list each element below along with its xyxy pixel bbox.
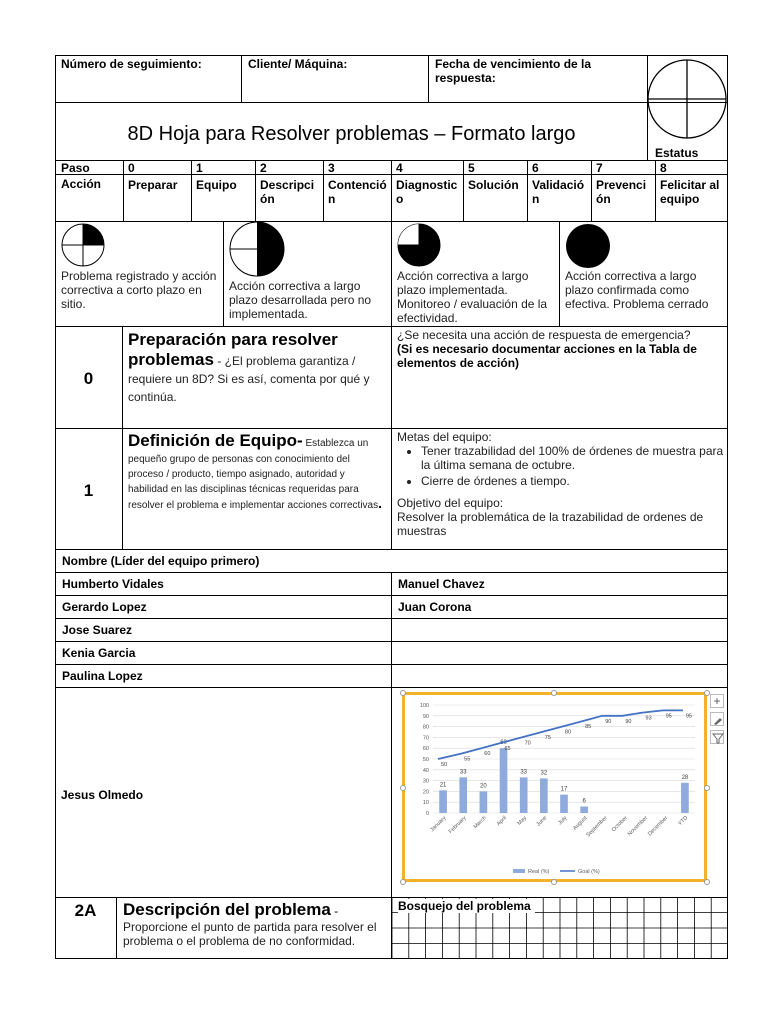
- team-member-name: Gerardo Lopez: [62, 600, 147, 614]
- title-cell: [55, 102, 648, 161]
- legend-text-2: Acción correctiva a largo plazo desarrollada pero no implementada.: [229, 279, 372, 321]
- half-status-icon: [229, 221, 287, 279]
- x-tick-label: August: [572, 815, 589, 832]
- objective-text: Resolver la problemática de la trazabilidad de ordenes de muestras: [397, 510, 704, 538]
- section-1-desc-cell: [123, 428, 392, 550]
- step-name: Descripción: [260, 178, 315, 206]
- line-data-label: 70: [524, 740, 531, 747]
- team-member-cell[interactable]: [55, 618, 392, 642]
- line-data-label: 95: [665, 713, 672, 720]
- bar: [681, 783, 689, 813]
- due-date-cell[interactable]: [429, 55, 648, 103]
- step-name: Preparar: [128, 178, 178, 192]
- bar-data-label: 28: [681, 774, 689, 781]
- step-name: Equipo: [196, 178, 237, 192]
- step-number: 2: [260, 161, 267, 175]
- page-title: 8D Hoja para Resolver problemas – Formato largo: [127, 123, 576, 145]
- plus-icon[interactable]: +: [710, 694, 724, 708]
- section-1-num: 1: [83, 481, 94, 500]
- legend-divider-1: [223, 221, 224, 327]
- team-member-name: Jose Suarez: [62, 623, 133, 637]
- y-tick-label: 30: [422, 778, 429, 785]
- bar: [459, 777, 467, 813]
- line-data-label: 93: [645, 715, 652, 722]
- section-2a-title: Descripción del problema: [123, 900, 331, 919]
- client-cell[interactable]: [242, 55, 429, 103]
- bar-data-label: 6: [582, 798, 586, 805]
- y-tick-label: 0: [425, 811, 429, 817]
- line-data-label: 55: [464, 756, 471, 763]
- section-2a-desc-cell: [117, 897, 392, 959]
- step-number: 7: [596, 161, 603, 175]
- step-name: Validación: [532, 178, 585, 206]
- goal-item: • Tener trazabilidad del 100% de órdenes de muestra para la última semana de octubre.: [421, 444, 725, 472]
- line-data-label: 60: [484, 751, 491, 758]
- team-member-cell[interactable]: [55, 687, 392, 898]
- section-2a-num-cell: [55, 897, 117, 959]
- line-data-label: 90: [605, 718, 612, 725]
- x-tick-label: September: [585, 815, 609, 839]
- y-tick-label: 80: [422, 724, 429, 731]
- bar-data-label: 21: [439, 782, 447, 789]
- team-header-row: [55, 549, 728, 573]
- legend-divider-3: [559, 221, 560, 327]
- step-column[interactable]: [527, 160, 591, 222]
- step-number: 0: [128, 161, 135, 175]
- bar-data-label: 20: [480, 783, 487, 790]
- sketch-label: Bosquejo del problema: [398, 899, 535, 913]
- team-member-name: [392, 642, 727, 650]
- legend-label: Real (%): [528, 869, 550, 875]
- objective-label: Objetivo del equipo:: [397, 496, 504, 510]
- bar-data-label: 32: [540, 770, 548, 777]
- step-number: 1: [196, 161, 203, 175]
- section-1-period: .: [378, 495, 382, 511]
- team-member-cell[interactable]: [391, 664, 728, 688]
- sketch-area[interactable]: [392, 897, 728, 959]
- y-tick-label: 50: [422, 757, 429, 763]
- bar: [520, 777, 528, 813]
- y-tick-label: 100: [419, 703, 429, 709]
- step-name: Diagnostico: [396, 178, 458, 206]
- bar-data-label: 60: [500, 740, 507, 747]
- section-0-title: Preparación para resolver problemas: [128, 330, 338, 369]
- progress-chart[interactable]: [402, 692, 707, 882]
- step-number: 8: [660, 161, 667, 175]
- section-2a-title-suffix: -: [330, 904, 339, 918]
- line-data-label: 90: [625, 718, 632, 725]
- resize-handle[interactable]: [400, 879, 406, 885]
- full-status-icon: [564, 222, 612, 270]
- section-2a-desc: Proporcione el punto de partida para resolver el problema o el problema de no conformidad.: [123, 920, 377, 948]
- bar: [580, 807, 588, 813]
- bar-data-label: 17: [560, 786, 568, 793]
- legend-label: Goal (%): [578, 869, 600, 875]
- goals-list: [397, 444, 725, 488]
- emergency-question: ¿Se necesita una acción de respuesta de emergencia?: [397, 328, 691, 342]
- client-label: Cliente/ Máquina:: [248, 57, 348, 71]
- status-cell: [647, 55, 728, 161]
- y-tick-label: 60: [422, 746, 429, 753]
- section-0-response-cell[interactable]: [397, 328, 723, 370]
- step-name: Felicitar al equipo: [660, 178, 720, 206]
- section-0-desc-wrap: [123, 326, 391, 410]
- status-label: Estatus: [655, 146, 699, 160]
- brush-icon[interactable]: [710, 712, 724, 726]
- section-1-desc: Establezca un pequeño grupo de personas con conocimiento del proceso / producto, tiempo asignado, autoridad y habilidad en las disciplinas técnicas requeridas para resolver el problema e implementar acciones correctivas: [128, 438, 379, 511]
- goal-item: • Cierre de órdenes a tiempo.: [421, 474, 725, 488]
- section-1-title: Definición de Equipo-: [128, 431, 303, 450]
- team-member-cell[interactable]: [391, 618, 728, 642]
- accion-label: Acción: [61, 177, 102, 191]
- line-data-label: 80: [564, 729, 572, 736]
- team-member-cell[interactable]: [391, 595, 728, 619]
- x-tick-label: June: [535, 815, 549, 828]
- resize-handle[interactable]: [551, 690, 557, 696]
- due-date-label: Fecha de vencimiento de la respuesta:: [435, 57, 592, 85]
- y-tick-label: 40: [422, 767, 429, 774]
- chart-svg: [405, 695, 704, 879]
- x-tick-label: December: [646, 815, 670, 838]
- legend-text-3: Acción correctiva a largo plazo implementada. Monitoreo / evaluación de la efectividad.: [397, 269, 548, 325]
- x-tick-label: November: [626, 815, 650, 838]
- y-tick-label: 70: [422, 735, 429, 742]
- resize-handle[interactable]: [400, 785, 406, 791]
- line-data-label: 50: [440, 762, 448, 768]
- line-data-label: 85: [585, 724, 592, 731]
- line-data-label: 65: [504, 745, 511, 752]
- team-member-name: Kenia Garcia: [62, 646, 136, 660]
- step-column[interactable]: [191, 160, 255, 222]
- team-member-name: Manuel Chavez: [398, 577, 485, 591]
- legend-text-1: Problema registrado y acción correctiva a corto plazo en sitio.: [61, 269, 217, 311]
- section-2a-num: 2A: [74, 901, 97, 920]
- section-2a-desc-wrap: [117, 897, 391, 951]
- team-member-name: Juan Corona: [398, 600, 472, 614]
- y-tick-label: 10: [422, 800, 429, 807]
- tracking-label: Número de seguimiento:: [61, 57, 202, 71]
- step-column[interactable]: [391, 160, 463, 222]
- legend-text-4: Acción correctiva a largo plazo confirmada como efectiva. Problema cerrado: [565, 269, 709, 311]
- resize-handle[interactable]: [704, 879, 710, 885]
- status-target-icon: [647, 55, 728, 149]
- team-member-cell[interactable]: [55, 572, 392, 596]
- team-member-name: Humberto Vidales: [62, 577, 164, 591]
- filter-icon[interactable]: [710, 730, 724, 744]
- section-0-num: 0: [83, 369, 94, 388]
- step-name: Solución: [468, 178, 519, 192]
- three-quarter-status-icon: [396, 222, 444, 270]
- team-member-name: Jesus Olmedo: [61, 788, 144, 802]
- team-member-name: Paulina Lopez: [62, 669, 143, 683]
- section-1-num-cell: [55, 428, 123, 550]
- step-column[interactable]: [255, 160, 323, 222]
- resize-handle[interactable]: [704, 785, 710, 791]
- step-column[interactable]: [591, 160, 655, 222]
- x-tick-label: March: [472, 815, 488, 831]
- bar: [439, 790, 447, 813]
- line-data-label: 95: [685, 713, 692, 720]
- legend-divider-2: [391, 221, 392, 327]
- team-member-cell[interactable]: [391, 641, 728, 665]
- team-member-name: [392, 665, 727, 673]
- x-tick-label: July: [557, 815, 569, 827]
- bar: [540, 778, 548, 813]
- x-tick-label: October: [610, 815, 629, 834]
- x-tick-label: May: [516, 815, 529, 827]
- resize-handle[interactable]: [400, 690, 406, 696]
- tracking-cell[interactable]: [55, 55, 242, 103]
- x-tick-label: April: [495, 815, 508, 828]
- section-0-num-cell: [55, 326, 123, 429]
- emergency-note: (Si es necesario documentar acciones en la Tabla de elementos de acción): [397, 342, 697, 370]
- team-member-name: [392, 619, 727, 627]
- step-column[interactable]: [123, 160, 191, 222]
- y-tick-label: 20: [422, 789, 429, 796]
- team-member-cell[interactable]: [391, 572, 728, 596]
- step-name: Contención: [328, 178, 387, 206]
- step-number: 6: [532, 161, 539, 175]
- step-number: 4: [396, 161, 403, 175]
- quarter-status-icon: [60, 222, 108, 270]
- step-name: Prevención: [596, 178, 647, 206]
- bar-data-label: 33: [520, 769, 528, 776]
- team-header: Nombre (Líder del equipo primero): [62, 554, 260, 568]
- section-1-goals-cell[interactable]: [397, 430, 725, 538]
- section-1-desc-wrap: [123, 428, 391, 515]
- paso-label: Paso: [61, 161, 90, 175]
- goals-label: Metas del equipo:: [397, 430, 492, 444]
- bar: [560, 795, 568, 813]
- step-column[interactable]: [655, 160, 728, 222]
- team-member-cell[interactable]: [55, 641, 392, 665]
- bar: [480, 791, 488, 813]
- section-0-desc: - ¿El problema garantiza / requiere un 8D? Si es así, comenta por qué y continúa.: [128, 354, 370, 404]
- team-member-cell[interactable]: [55, 595, 392, 619]
- step-number: 3: [328, 161, 335, 175]
- x-tick-label: January: [429, 815, 448, 834]
- team-member-cell[interactable]: [55, 664, 392, 688]
- y-tick-label: 90: [422, 713, 429, 720]
- section-0-desc-cell: [123, 326, 392, 429]
- resize-handle[interactable]: [551, 879, 557, 885]
- legend-swatch-bar: [513, 869, 525, 873]
- line-data-label: 75: [544, 735, 551, 741]
- step-column[interactable]: [463, 160, 527, 222]
- bar-data-label: 33: [459, 769, 467, 776]
- step-column[interactable]: [323, 160, 391, 222]
- x-tick-label: February: [447, 815, 468, 835]
- x-tick-label: YTD: [677, 815, 690, 828]
- step-number: 5: [468, 161, 475, 175]
